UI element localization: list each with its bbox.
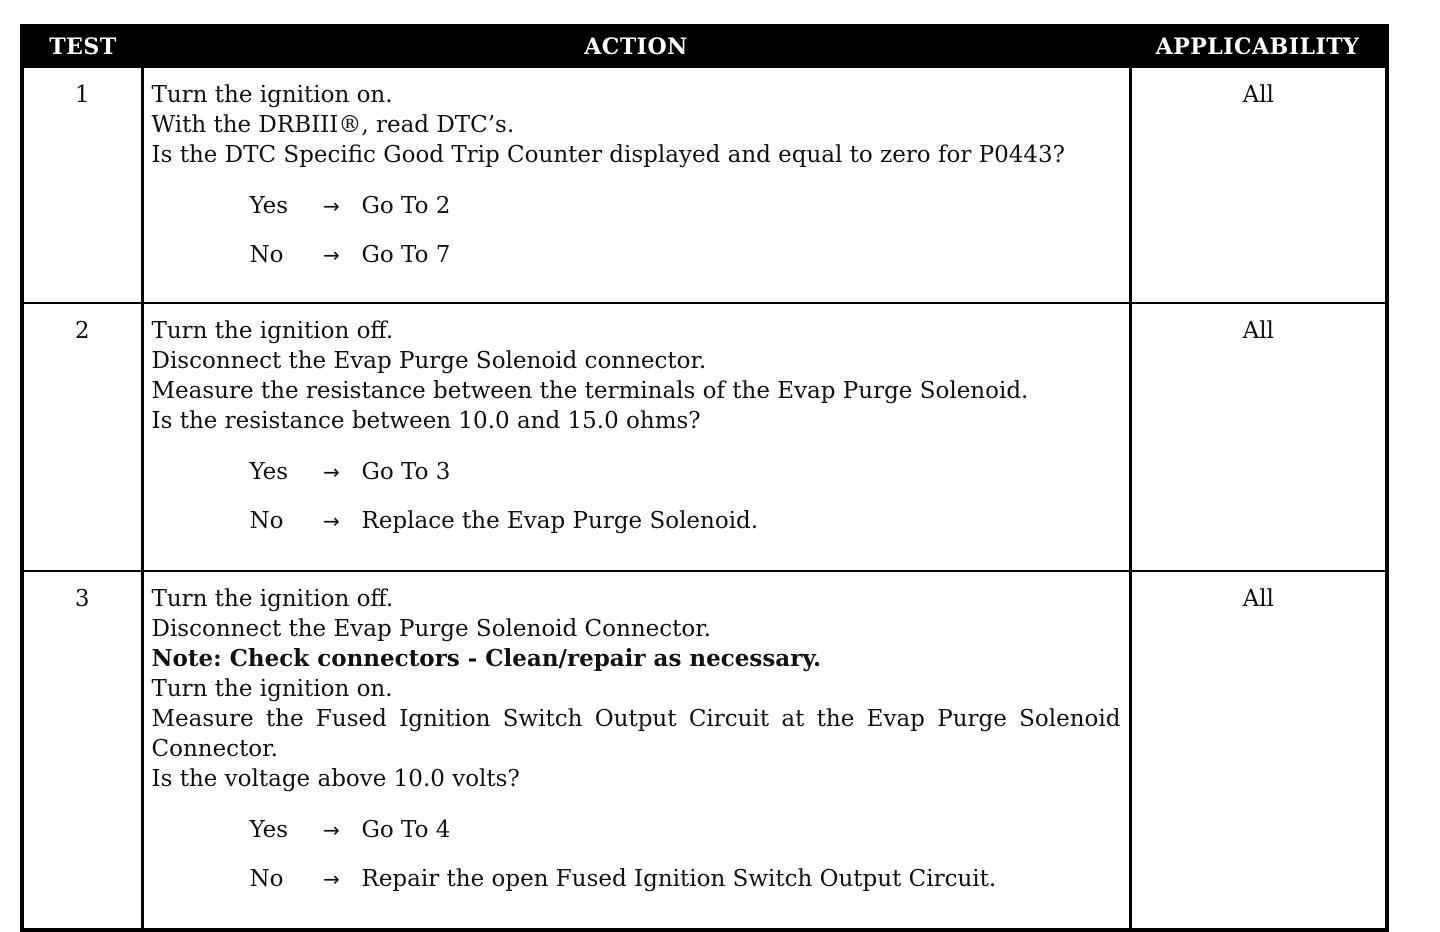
no-choice — [152, 855, 1121, 904]
action-cell — [142, 571, 1130, 930]
header-test: TEST — [22, 26, 142, 67]
header-applicability: APPLICABILITY — [1130, 26, 1387, 67]
choices — [152, 448, 1121, 546]
table-row-test-2 — [22, 303, 1387, 571]
header-action: ACTION — [142, 26, 1130, 67]
no-result: Go To 7 — [361, 242, 451, 268]
yes-choice — [152, 182, 1121, 231]
action-cell — [142, 67, 1130, 303]
no-choice — [152, 231, 1121, 280]
table-row-test-1 — [22, 67, 1387, 303]
step-line: Is the resistance between 10.0 and 15.0 ohms? — [151, 408, 701, 434]
yes-label: Yes — [249, 817, 289, 843]
step-line: Turn the ignition on. — [151, 82, 393, 108]
choices — [152, 182, 1121, 280]
test-number: 2 — [22, 303, 142, 571]
note-line: Note: Check connectors - Clean/repair as necessary. — [151, 645, 822, 672]
yes-result: Go To 4 — [361, 817, 451, 843]
test-number: 1 — [22, 67, 142, 303]
step-line: Disconnect the Evap Purge Solenoid connector. — [151, 348, 707, 374]
step-line: Turn the ignition off. — [151, 586, 394, 612]
step-line: Measure the Fused Ignition Switch Output Circuit at the Evap Purge Solenoid Connector. — [151, 706, 1121, 762]
no-label: No — [249, 508, 284, 534]
step-line: Turn the ignition on. — [151, 676, 393, 702]
no-result: Replace the Evap Purge Solenoid. — [361, 508, 759, 534]
arrow-right-icon: → — [323, 194, 340, 218]
no-label: No — [249, 866, 284, 892]
yes-choice — [152, 448, 1121, 497]
no-choice — [152, 497, 1121, 546]
step-line: Disconnect the Evap Purge Solenoid Connector. — [151, 616, 711, 642]
no-label: No — [249, 242, 284, 268]
test-number: 3 — [22, 571, 142, 930]
step-line: Turn the ignition off. — [151, 318, 394, 344]
arrow-right-icon: → — [323, 460, 340, 484]
table-row-test-3 — [22, 571, 1387, 930]
arrow-right-icon: → — [323, 243, 340, 267]
arrow-right-icon: → — [323, 867, 340, 891]
applicability-value: All — [1130, 67, 1387, 303]
applicability-value: All — [1130, 303, 1387, 571]
arrow-right-icon: → — [323, 818, 340, 842]
yes-choice — [152, 806, 1121, 855]
step-line: Is the voltage above 10.0 volts? — [151, 766, 520, 792]
table-header-row — [22, 26, 1387, 67]
yes-result: Go To 2 — [361, 193, 451, 219]
no-result: Repair the open Fused Ignition Switch Output Circuit. — [361, 866, 997, 892]
action-cell — [142, 303, 1130, 571]
step-line: Is the DTC Specific Good Trip Counter displayed and equal to zero for P0443? — [151, 142, 1065, 168]
arrow-right-icon: → — [323, 509, 340, 533]
choices — [152, 806, 1121, 904]
yes-label: Yes — [249, 193, 289, 219]
yes-result: Go To 3 — [361, 459, 451, 485]
diagnostic-test-table — [20, 24, 1389, 932]
applicability-value: All — [1130, 571, 1387, 930]
yes-label: Yes — [249, 459, 289, 485]
step-line: With the DRBIII®, read DTC’s. — [151, 112, 515, 138]
step-line: Measure the resistance between the terminals of the Evap Purge Solenoid. — [151, 378, 1029, 404]
